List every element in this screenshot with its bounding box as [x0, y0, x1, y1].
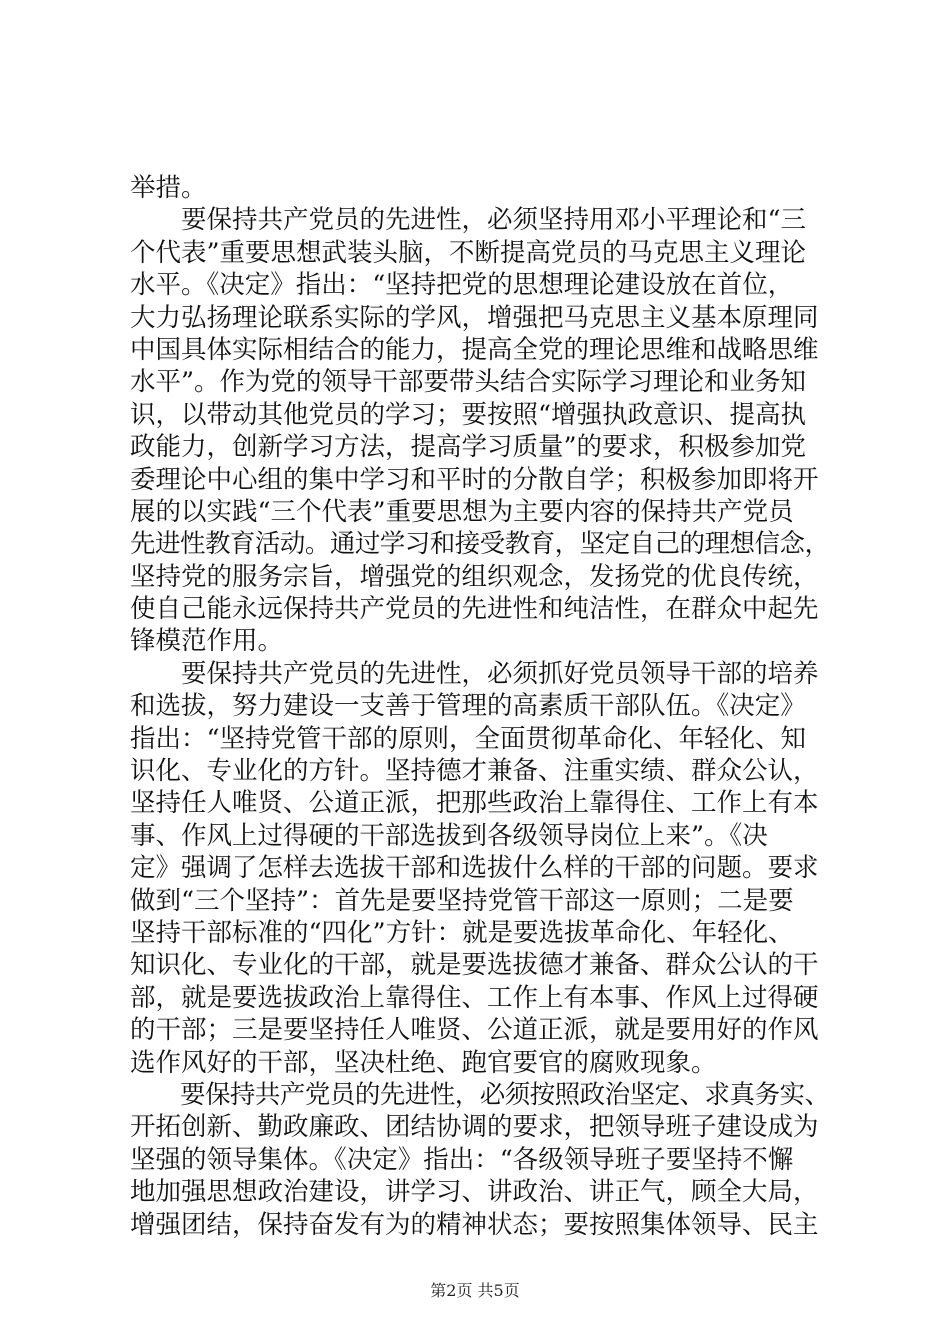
- text-line: 和选拔，努力建设一支善于管理的高素质干部队伍。《决定》: [130, 691, 806, 722]
- text-line: 要保持共产党员的先进性，必须按照政治坚定、求真务实、: [130, 1079, 830, 1110]
- text-line: 增强团结，保持奋发有为的精神状态；要按照集体领导、民主: [130, 1209, 819, 1240]
- text-line: 坚持党的服务宗旨，增强党的组织观念，发扬党的优良传统，: [130, 561, 819, 592]
- text-line: 坚持任人唯贤、公道正派，把那些政治上靠得住、工作上有本: [130, 788, 819, 819]
- text-line: 地加强思想政治建设，讲学习、讲政治、讲正气，顾全大局，: [130, 1177, 819, 1208]
- text-line: 使自己能永远保持共产党员的先进性和纯洁性，在群众中起先: [130, 594, 819, 625]
- text-line: 识化、专业化的方针。坚持德才兼备、注重实绩、群众公认，: [130, 756, 819, 787]
- text-line: 要保持共产党员的先进性，必须抓好党员领导干部的培养: [130, 658, 819, 689]
- text-line: 事、作风上过得硬的干部选拔到各级领导岗位上来”。《决: [130, 820, 768, 851]
- text-line: 坚强的领导集体。《决定》指出：“各级领导班子要坚持不懈: [130, 1144, 794, 1175]
- body-text: [130, 172, 830, 1241]
- text-line: 的干部；三是要坚持任人唯贤、公道正派，就是要用好的作风: [130, 1015, 819, 1046]
- text-line: 锋模范作用。: [130, 626, 284, 657]
- text-line: 个代表”重要思想武装头脑，不断提高党员的马克思主义理论: [130, 237, 807, 268]
- text-line: 委理论中心组的集中学习和平时的分散自学；积极参加即将开: [130, 464, 819, 495]
- text-line: 先进性教育活动。通过学习和接受教育，坚定自己的理想信念，: [130, 529, 830, 560]
- text-line: 政能力，创新学习方法，提高学习质量”的要求，积极参加党: [130, 432, 807, 463]
- text-line: 水平”。作为党的领导干部要带头结合实际学习理论和业务知: [130, 367, 807, 398]
- text-line: 开拓创新、勤政廉政、团结协调的要求，把领导班子建设成为: [130, 1112, 819, 1143]
- text-line: 大力弘扬理论联系实际的学风，增强把马克思主义基本原理同: [130, 302, 819, 333]
- text-line: 展的以实践“三个代表”重要思想为主要内容的保持共产党员: [130, 496, 794, 527]
- text-line: 做到“三个坚持”：首先是要坚持党管干部这一原则；二是要: [130, 885, 794, 916]
- page-footer: 第2页 共5页: [430, 1281, 520, 1300]
- text-line: 举措。: [130, 173, 207, 203]
- text-line: 中国具体实际相结合的能力，提高全党的理论思维和战略思维: [130, 334, 819, 365]
- text-line: 选作风好的干部，坚决杜绝、跑官要官的腐败现象。: [130, 1047, 717, 1078]
- text-line: 水平。《决定》指出：“坚持把党的思想理论建设放在首位，: [130, 270, 794, 301]
- text-line: 指出：“坚持党管干部的原则，全面贯彻革命化、年轻化、知: [130, 723, 807, 754]
- text-line: 识，以带动其他党员的学习；要按照“增强执政意识、提高执: [130, 399, 807, 430]
- text-line: 坚持干部标准的“四化”方针：就是要选拔革命化、年轻化、: [130, 917, 794, 948]
- text-line: 定》强调了怎样去选拔干部和选拔什么样的干部的问题。要求: [130, 853, 819, 884]
- text-line: 部，就是要选拔政治上靠得住、工作上有本事、作风上过得硬: [130, 982, 819, 1013]
- text-line: 要保持共产党员的先进性，必须坚持用邓小平理论和“三: [130, 205, 807, 236]
- text-line: 知识化、专业化的干部，就是要选拔德才兼备、群众公认的干: [130, 950, 819, 981]
